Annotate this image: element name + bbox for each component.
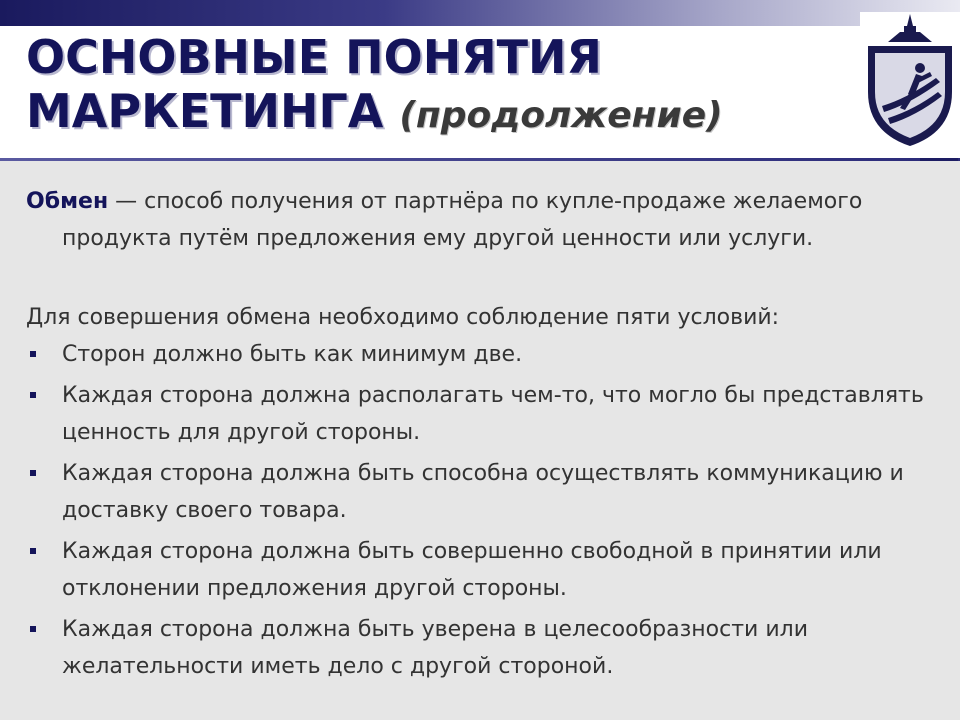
list-item-text: Каждая сторона должна быть совершенно свободной в принятии или отклонении предложения другой стороны. bbox=[62, 539, 882, 601]
square-bullet-icon bbox=[30, 351, 36, 357]
list-item-text: Сторон должно быть как минимум две. bbox=[62, 342, 523, 367]
title-subtitle: (продолжение) bbox=[399, 95, 723, 136]
university-crest-icon bbox=[860, 12, 960, 150]
conditions-list bbox=[26, 336, 926, 689]
square-bullet-icon bbox=[30, 548, 36, 554]
list-item-text: Каждая сторона должна располагать чем-то, что могло бы представлять ценность для другой стороны. bbox=[62, 383, 924, 445]
definition-paragraph bbox=[26, 183, 952, 257]
conditions-intro: Для совершения обмена необходимо соблюдение пяти условий: bbox=[26, 305, 780, 330]
top-gradient-bar bbox=[0, 0, 960, 26]
slide-content bbox=[0, 161, 960, 720]
logo-container bbox=[860, 12, 960, 150]
list-item bbox=[26, 533, 926, 607]
list-item bbox=[26, 611, 926, 685]
list-item bbox=[26, 336, 926, 373]
title-line-1: ОСНОВНЫЕ ПОНЯТИЯ bbox=[26, 30, 602, 84]
slide-title bbox=[26, 30, 846, 143]
square-bullet-icon bbox=[30, 470, 36, 476]
list-item-text: Каждая сторона должна быть уверена в целесообразности или желательности иметь дело с другой стороной. bbox=[62, 617, 808, 679]
definition-term: Обмен bbox=[26, 189, 109, 214]
title-line-2: МАРКЕТИНГА bbox=[26, 84, 384, 138]
list-item bbox=[26, 455, 926, 529]
square-bullet-icon bbox=[30, 392, 36, 398]
square-bullet-icon bbox=[30, 626, 36, 632]
definition-text: — способ получения от партнёра по купле-продаже желаемого продукта путём предложения ему другой ценности или услуги. bbox=[62, 189, 863, 251]
list-item-text: Каждая сторона должна быть способна осуществлять коммуникацию и доставку своего товара. bbox=[62, 461, 904, 523]
list-item bbox=[26, 377, 926, 451]
